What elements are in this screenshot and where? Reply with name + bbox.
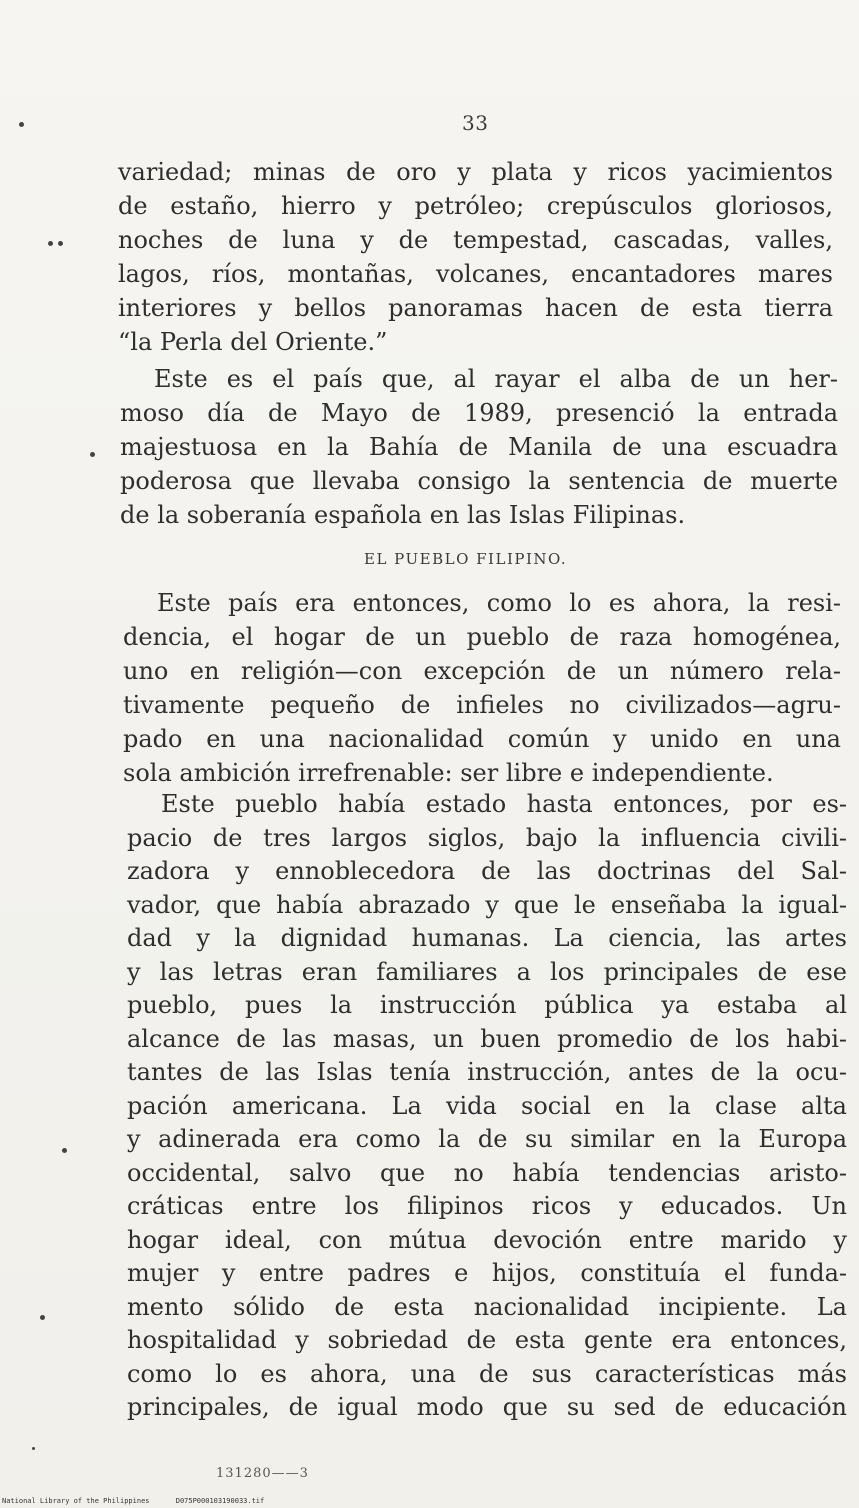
text-line: dad y la dignidad humanas. La ciencia, las artes <box>127 924 847 952</box>
scan-speck <box>90 452 95 457</box>
text-line: hospitalidad y sobriedad de esta gente era entonces, <box>127 1326 847 1354</box>
scan-speck <box>58 241 63 246</box>
text-line: sola ambición irrefrenable: ser libre e independiente. <box>123 759 774 787</box>
text-line: pación americana. La vida social en la clase alta <box>127 1091 847 1120</box>
text-line: cráticas entre los filipinos ricos y educados. Un <box>127 1192 847 1220</box>
text-line: tantes de las Islas tenía instrucción, antes de la ocu- <box>127 1058 847 1086</box>
text-line: occidental, salvo que no había tendencias aristo- <box>127 1158 847 1187</box>
scan-speck <box>32 1447 35 1450</box>
text-line: como lo es ahora, una de sus características más <box>127 1359 847 1388</box>
text-line: mento sólido de esta nacionalidad incipiente. La <box>127 1292 847 1321</box>
text-line: Este es el país que, al rayar el alba de un her- <box>154 365 838 393</box>
text-line: y adinerada era como la de su similar en la Europa <box>127 1125 847 1153</box>
text-line: moso día de Mayo de 1989, presenció la entrada <box>120 399 838 427</box>
text-line: dencia, el hogar de un pueblo de raza homogénea, <box>123 623 841 651</box>
text-line: de estaño, hierro y petróleo; crepúsculos gloriosos, <box>118 192 833 220</box>
signature-mark: 131280——3 <box>216 1466 309 1481</box>
text-line: Este país era entonces, como lo es ahora, la resi- <box>157 589 841 617</box>
text-line: pacio de tres largos siglos, bajo la influencia civili- <box>127 823 847 852</box>
scan-speck <box>62 1148 67 1153</box>
text-line: pado en una nacionalidad común y unido en una <box>123 725 841 753</box>
text-line: pueblo, pues la instrucción pública ya estaba al <box>127 991 847 1019</box>
text-line: noches de luna y de tempestad, cascadas, valles, <box>118 226 833 254</box>
page-number: 33 <box>462 111 489 135</box>
paragraph-3 <box>123 586 841 790</box>
text-line: uno en religión—con excepción de un número rela- <box>123 657 841 685</box>
scan-speck <box>48 241 53 246</box>
text-line: de la soberanía española en las Islas Filipinas. <box>120 501 686 529</box>
scan-speck <box>19 122 24 127</box>
text-line: variedad; minas de oro y plata y ricos yacimientos <box>118 158 833 186</box>
paragraph-1 <box>118 155 833 359</box>
text-line: interiores y bellos panoramas hacen de esta tierra <box>118 294 833 322</box>
text-line: tivamente pequeño de infieles no civilizados—agru- <box>123 691 841 719</box>
text-line: vador, que había abrazado y que le enseñaba la igual- <box>127 890 847 919</box>
text-line: poderosa que llevaba consigo la sentencia de muerte <box>120 467 838 495</box>
text-line: hogar ideal, con mútua devoción entre marido y <box>127 1225 847 1254</box>
text-line: zadora y ennoblecedora de las doctrinas del Sal- <box>127 857 847 885</box>
text-line: majestuosa en la Bahía de Manila de una escuadra <box>120 433 838 461</box>
text-line: principales, de igual modo que su sed de educación <box>127 1393 847 1421</box>
file-id: D075P000103190033.tif <box>175 1497 265 1505</box>
text-line: mujer y entre padres e hijos, constituía el funda- <box>127 1259 847 1287</box>
paragraph-4 <box>127 788 847 1425</box>
section-heading: EL PUEBLO FILIPINO. <box>364 550 568 568</box>
text-line: lagos, ríos, montañas, volcanes, encantadores mares <box>118 260 833 288</box>
text-line: y las letras eran familiares a los principales de ese <box>127 957 847 986</box>
text-line: “la Perla del Oriente.” <box>118 328 388 356</box>
text-line: Este pueblo había estado hasta entonces, por es- <box>161 790 847 818</box>
scan-speck <box>40 1315 45 1320</box>
paragraph-2 <box>120 362 838 532</box>
library-name: National Library of the Philippines <box>2 1497 150 1505</box>
scan-footer <box>2 1497 264 1505</box>
text-line: alcance de las masas, un buen promedio de los habi- <box>127 1024 847 1053</box>
